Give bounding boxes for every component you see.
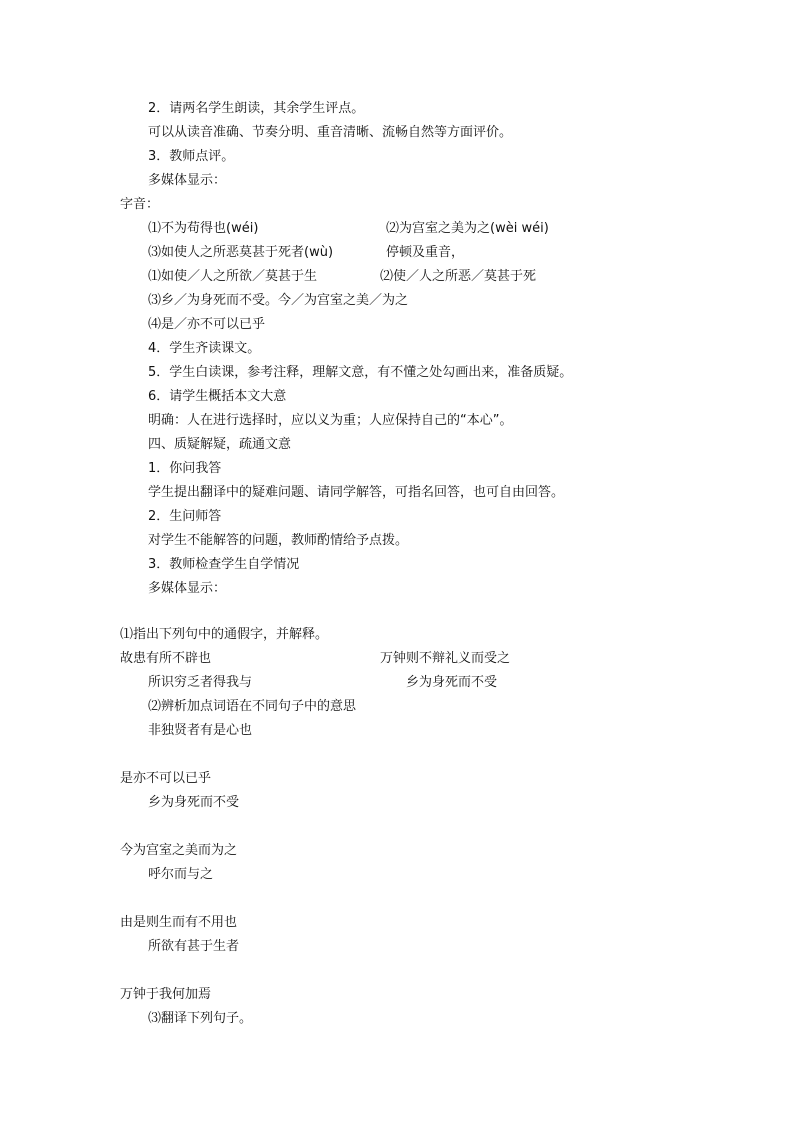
exercise-1-sentence-3: 所识穷乏者得我与	[148, 675, 253, 690]
pronunciation-heading: 字音：	[120, 197, 160, 212]
activity-1-heading: 1．你问我答	[148, 461, 222, 476]
step-2-read-aloud: 2．请两名学生朗读，其余学生评点。	[148, 101, 365, 116]
evaluation-criteria: 可以从读音准确、节奏分明、重音清晰、流畅自然等方面评价。	[148, 125, 513, 140]
exercise-1-heading: ⑴指出下列句中的通假字，并解释。	[120, 627, 329, 642]
exercise-1-sentence-4: 乡为身死而不受	[406, 675, 498, 690]
pause-item-2: ⑵使／人之所恶／莫甚于死	[380, 269, 537, 284]
pronunciation-item-2: ⑵为宫室之美为之(wèi wéi)	[386, 221, 549, 236]
exercise-2-heading: ⑵辨析加点词语在不同句子中的意思	[148, 699, 357, 714]
exercise-2-sentence-5: 呼尔而与之	[148, 867, 214, 882]
step-5-self-read: 5．学生白读课，参考注释，理解文意，有不懂之处勾画出来，准备质疑。	[148, 365, 573, 380]
exercise-2-sentence-7: 所欲有甚于生者	[148, 939, 240, 954]
exercise-2-sentence-8: 万钟于我何加焉	[120, 987, 212, 1002]
pause-item-1: ⑴如使／人之所欲／莫甚于生	[148, 269, 318, 284]
exercise-2-sentence-3: 乡为身死而不受	[148, 795, 240, 810]
activity-1-description: 学生提出翻译中的疑难问题、请同学解答，可指名回答，也可自由回答。	[148, 485, 565, 500]
activity-3-heading: 3．教师检查学生自学情况	[148, 557, 300, 572]
exercise-1-sentence-2: 万钟则不辩礼义而受之	[380, 651, 511, 666]
exercise-3-heading: ⑶翻译下列句子。	[148, 1011, 253, 1026]
step-4-read-together: 4．学生齐读课文。	[148, 341, 261, 356]
section-4-heading: 四、质疑解疑，疏通文意	[148, 437, 292, 452]
exercise-2-sentence-6: 由是则生而有不用也	[120, 915, 238, 930]
pause-stress-heading: 停顿及重音，	[386, 245, 465, 260]
exercise-2-sentence-2: 是亦不可以已乎	[120, 771, 212, 786]
activity-2-heading: 2．生问师答	[148, 509, 222, 524]
multimedia-display-label: 多媒体显示：	[148, 173, 227, 188]
multimedia-display-label-2: 多媒体显示：	[148, 581, 227, 596]
step-3-teacher-comment: 3．教师点评。	[148, 149, 235, 164]
activity-2-description: 对学生不能解答的问题，教师酌情给予点拨。	[148, 533, 409, 548]
exercise-2-sentence-1: 非独贤者有是心也	[148, 723, 253, 738]
pause-item-4: ⑷是／亦不可以已乎	[148, 317, 266, 332]
exercise-1-sentence-1: 故患有所不辟也	[120, 651, 212, 666]
step-6-summarize: 6．请学生概括本文大意	[148, 389, 287, 404]
pronunciation-item-1: ⑴不为苟得也(wéi)	[148, 221, 259, 236]
clarification: 明确：人在进行选择时，应以义为重；人应保持自己的“本心”。	[148, 413, 513, 428]
exercise-2-sentence-4: 今为宫室之美而为之	[120, 843, 238, 858]
pronunciation-item-3: ⑶如使人之所恶莫甚于死者(wù)	[148, 245, 334, 260]
pause-item-3: ⑶乡／为身死而不受。今／为宫室之美／为之	[148, 293, 409, 308]
